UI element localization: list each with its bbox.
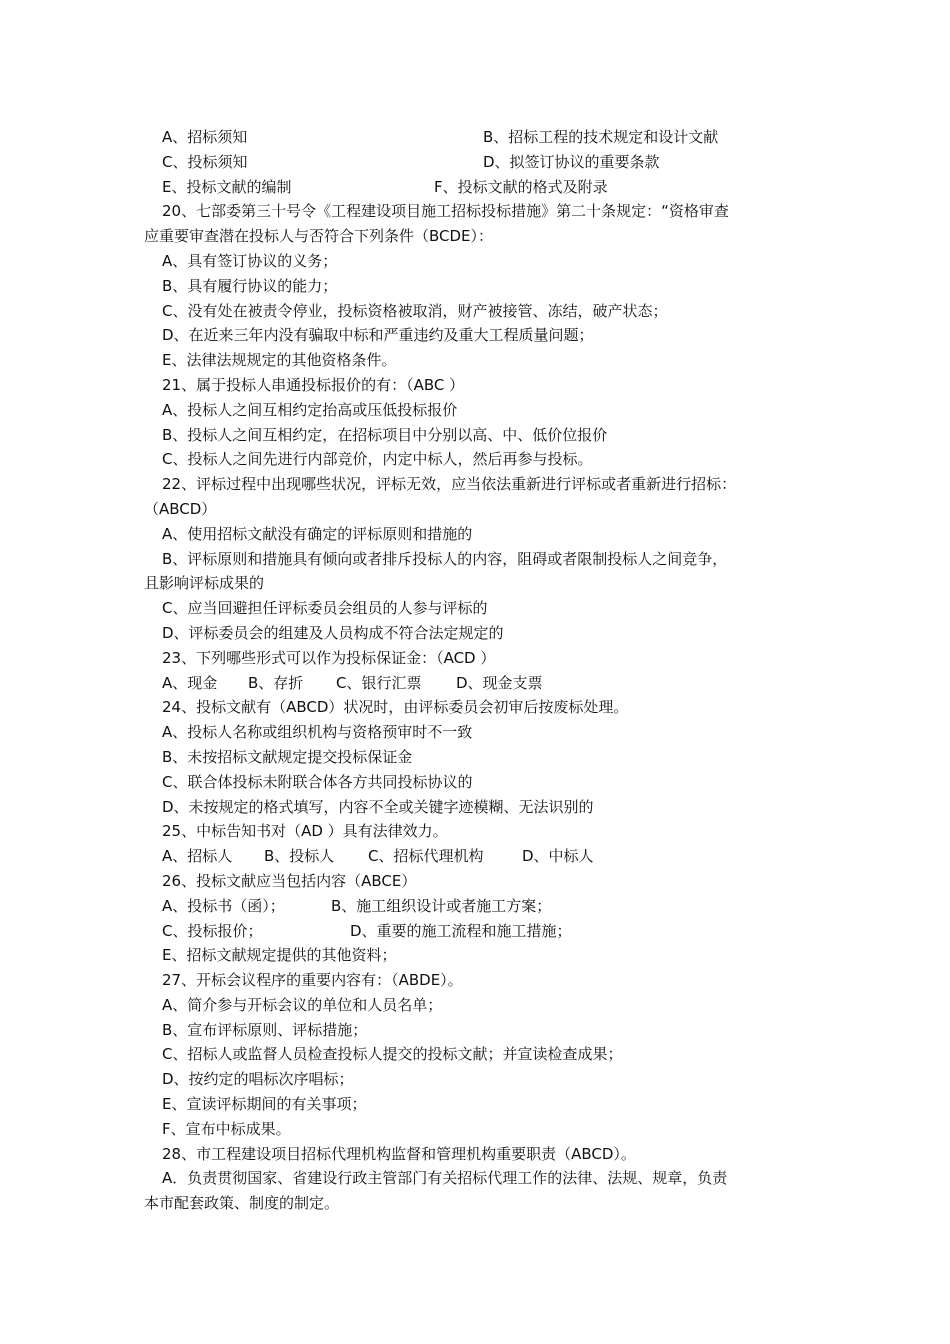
q24-option-a: A、投标人名称或组织机构与资格预审时不一致 bbox=[162, 723, 473, 742]
q22-option-b-cont: 且影响评标成果的 bbox=[144, 574, 265, 593]
q26-options-row-ab bbox=[144, 894, 804, 919]
q20-question: 20、七部委第三十号令《工程建设项目施工招标投标措施》第二十条规定：“资格审查 bbox=[162, 202, 729, 221]
q26-options-row-cd bbox=[144, 919, 804, 944]
q28-option-a-cont: 本市配套政策、制度的制定。 bbox=[144, 1194, 340, 1213]
q21-option-b: B、投标人之间互相约定，在招标项目中分别以高、中、低价位报价 bbox=[162, 425, 608, 444]
q27-option-e: E、宣读评标期间的有关事项； bbox=[162, 1095, 367, 1114]
q25-question: 25、中标告知书对（AD ）具有法律效力。 bbox=[162, 822, 448, 841]
q20-option-b: B、具有履行协议的能力； bbox=[162, 276, 338, 295]
document-body bbox=[144, 125, 804, 1216]
q19-options-row-ef bbox=[144, 175, 804, 200]
q24-option-d: D、未按规定的格式填写，内容不全或关键字迹模糊、无法识别的 bbox=[162, 797, 594, 816]
q19-option-f: F、投标文献的格式及附录 bbox=[434, 177, 608, 196]
q27-option-d: D、按约定的唱标次序唱标； bbox=[162, 1070, 354, 1089]
q25-options-row bbox=[144, 844, 804, 869]
q24-option-b: B、未按招标文献规定提交投标保证金 bbox=[162, 747, 413, 766]
q20-option-a: A、具有签订协议的义务； bbox=[162, 251, 338, 270]
q22-option-b: B、评标原则和措施具有倾向或者排斥投标人的内容，阻碍或者限制投标人之间竞争， bbox=[162, 549, 728, 568]
q23-options-row bbox=[144, 671, 804, 696]
q20-option-c: C、没有处在被责令停业，投标资格被取消，财产被接管、冻结，破产状态； bbox=[162, 301, 668, 320]
q23-option-d: D、现金支票 bbox=[456, 673, 543, 692]
q27-question: 27、开标会议程序的重要内容有：（ABDE）。 bbox=[162, 971, 463, 990]
q26-option-d: D、重要的施工流程和施工措施； bbox=[350, 921, 572, 940]
q19-option-e: E、投标文献的编制 bbox=[162, 177, 292, 196]
q26-option-b: B、施工组织设计或者施工方案； bbox=[331, 896, 552, 915]
q25-option-c: C、招标代理机构 bbox=[368, 847, 484, 866]
q21-option-a: A、投标人之间互相约定抬高或压低投标报价 bbox=[162, 400, 458, 419]
q19-option-d: D、拟签订协议的重要条款 bbox=[483, 152, 660, 171]
q20-option-d: D、在近来三年内没有骗取中标和严重违约及重大工程质量问题； bbox=[162, 326, 594, 345]
q19-option-c: C、投标须知 bbox=[162, 152, 248, 171]
q19-option-b: B、招标工程的技术规定和设计文献 bbox=[483, 128, 719, 146]
q27-option-c: C、招标人或监督人员检查投标人提交的投标文献；并宣读检查成果； bbox=[162, 1045, 623, 1064]
q28-option-a: A．负责贯彻国家、省建设行政主管部门有关招标代理工作的法律、法规、规章，负责 bbox=[162, 1169, 728, 1188]
q23-question: 23、下列哪些形式可以作为投标保证金：（ACD ） bbox=[162, 648, 496, 667]
q22-option-c: C、应当回避担任评标委员会组员的人参与评标的 bbox=[162, 599, 488, 618]
q22-option-a: A、使用招标文献没有确定的评标原则和措施的 bbox=[162, 524, 473, 543]
q19-options-row-cd bbox=[144, 150, 804, 175]
q27-option-b: B、宣布评标原则、评标措施； bbox=[162, 1020, 368, 1039]
q26-option-e: E、招标文献规定提供的其他资料； bbox=[162, 946, 397, 965]
q26-question: 26、投标文献应当包括内容（ABCE） bbox=[162, 871, 417, 890]
q22-option-d: D、评标委员会的组建及人员构成不符合法定规定的 bbox=[162, 623, 504, 642]
q20-option-e: E、法律法规规定的其他资格条件。 bbox=[162, 351, 397, 370]
q27-option-f: F、宣布中标成果。 bbox=[162, 1119, 291, 1138]
q26-option-a: A、投标书（函）； bbox=[162, 896, 285, 915]
q25-option-d: D、中标人 bbox=[522, 847, 594, 866]
q21-question: 21、属于投标人串通投标报价的有：（ABC ） bbox=[162, 375, 465, 394]
q19-options-row-ab bbox=[144, 125, 804, 150]
q23-option-a: A、现金 bbox=[162, 673, 218, 692]
q27-option-a: A、简介参与开标会议的单位和人员名单； bbox=[162, 995, 443, 1014]
q26-option-c: C、投标报价； bbox=[162, 921, 263, 940]
q22-question-cont: （ABCD） bbox=[144, 499, 217, 518]
q24-question: 24、投标文献有（ABCD）状况时，由评标委员会初审后按废标处理。 bbox=[162, 698, 629, 717]
q25-option-b: B、投标人 bbox=[264, 847, 335, 866]
q28-question: 28、市工程建设项目招标代理机构监督和管理机构重要职责（ABCD）。 bbox=[162, 1144, 636, 1163]
q23-option-c: C、银行汇票 bbox=[336, 673, 422, 692]
q25-option-a: A、招标人 bbox=[162, 847, 233, 866]
q22-question: 22、评标过程中出现哪些状况，评标无效，应当依法重新进行评标或者重新进行招标： bbox=[162, 475, 737, 494]
q19-option-a: A、招标须知 bbox=[162, 128, 248, 146]
q23-option-b: B、存折 bbox=[248, 673, 304, 692]
q21-option-c: C、投标人之间先进行内部竞价，内定中标人，然后再参与投标。 bbox=[162, 450, 593, 469]
q20-question-cont: 应重要审查潜在投标人与否符合下列条件（BCDE）： bbox=[144, 227, 494, 246]
q24-option-c: C、联合体投标未附联合体各方共同投标协议的 bbox=[162, 772, 473, 791]
